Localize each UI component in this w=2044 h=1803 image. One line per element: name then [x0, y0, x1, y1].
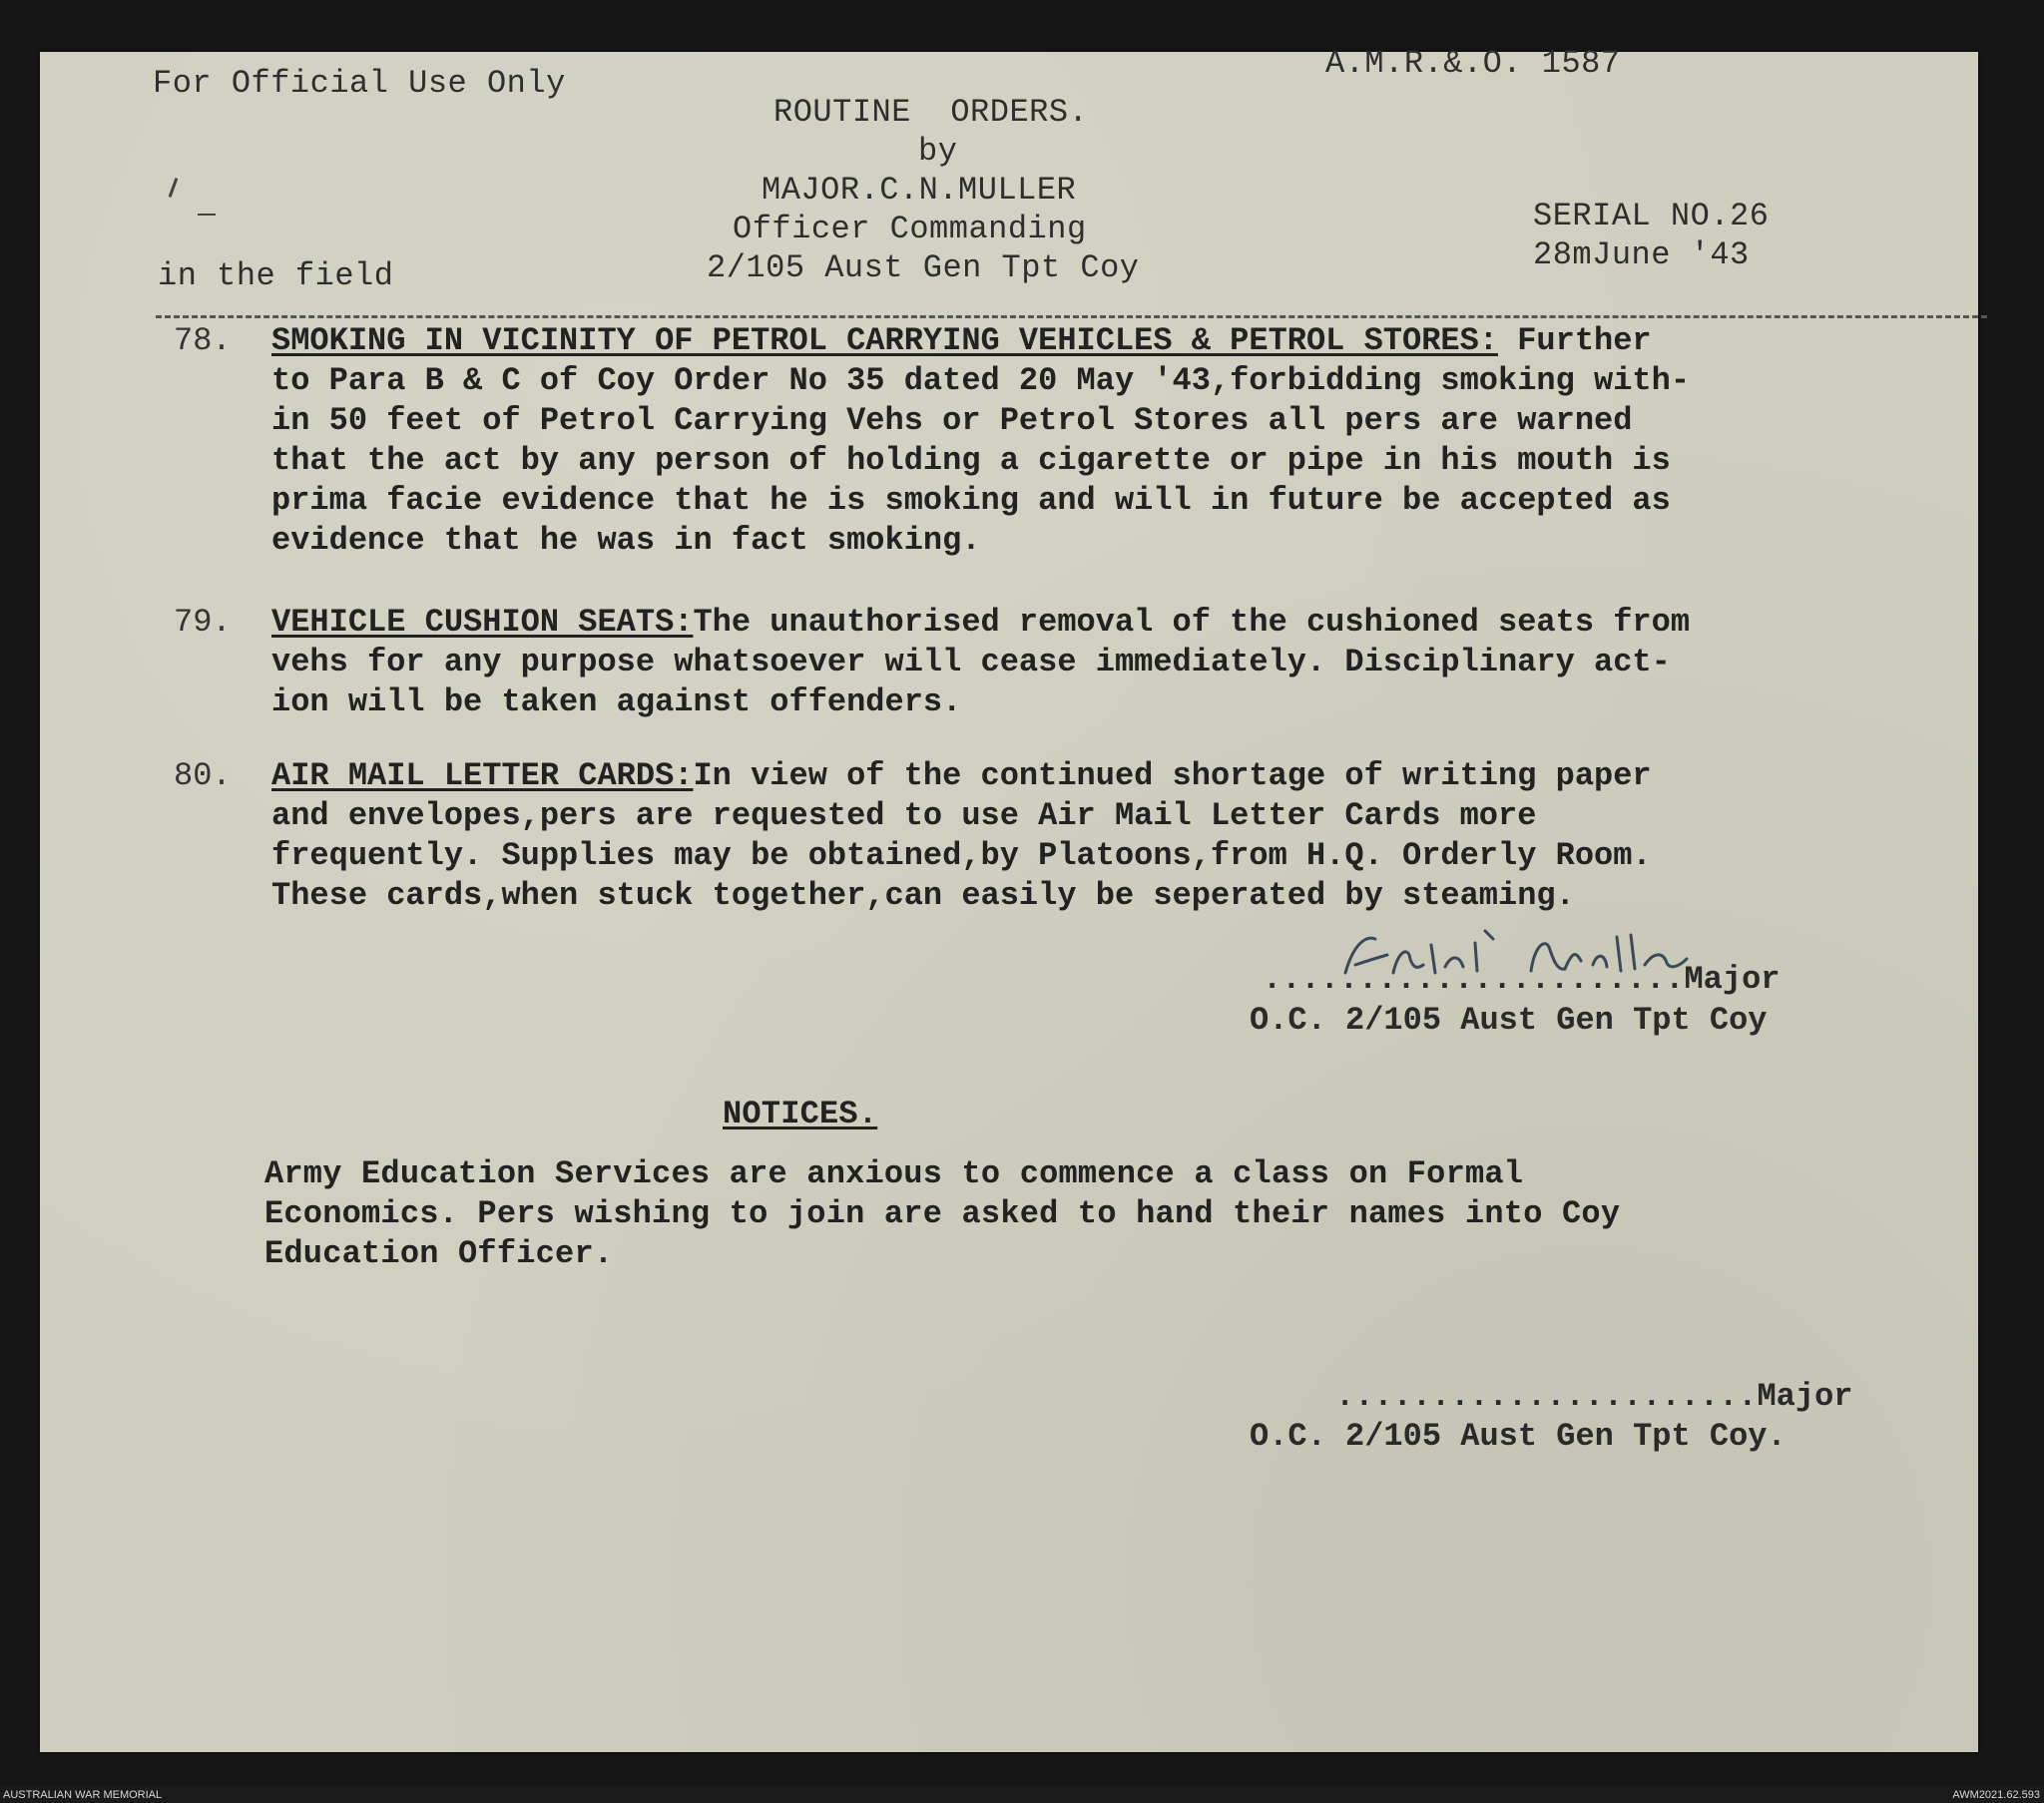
order-number: 79.: [174, 604, 232, 641]
order-number: 80.: [174, 757, 232, 794]
notices-text: Army Education Services are anxious to commence a class on Formal Economics. Pers wishing to join are asked to hand their names into Coy Education Officer.: [264, 1155, 1621, 1272]
location-label: in the field: [158, 257, 394, 294]
reference-number: A.M.R.&.O. 1587: [1325, 45, 1621, 82]
order-text: The unauthorised removal of the cushioned seats from vehs for any purpose whatsoever will cease immediately. Disciplinary act- ion will be taken against offenders.: [271, 604, 1691, 720]
document-page: [40, 45, 1978, 1752]
order-78: [174, 321, 1990, 581]
officer-role: Officer Commanding: [733, 211, 1087, 247]
order-date: 28mJune '43: [1533, 236, 1750, 273]
official-use-label: For Official Use Only: [153, 65, 566, 102]
unit-name: 2/105 Aust Gen Tpt Coy: [707, 249, 1140, 286]
order-80: [174, 756, 1990, 926]
order-body: [271, 603, 1968, 722]
pencil-mark: [198, 214, 216, 216]
pencil-mark: [169, 178, 179, 198]
officer-name: MAJOR.C.N.MULLER: [762, 172, 1077, 209]
document-title: ROUTINE ORDERS.: [773, 94, 1089, 131]
order-body: [271, 756, 1968, 916]
notices-title: NOTICES.: [723, 1096, 878, 1132]
signature-line-rank: ......................Major: [1335, 1378, 1853, 1415]
order-body: [271, 321, 1968, 561]
header-divider: [156, 315, 1987, 318]
signature-unit-line: O.C. 2/105 Aust Gen Tpt Coy: [1250, 1002, 1768, 1039]
signature-line-rank: ......................Major: [1263, 961, 1781, 998]
order-heading: SMOKING IN VICINITY OF PETROL CARRYING VEHICLES & PETROL STORES:: [271, 322, 1498, 359]
serial-number: SERIAL NO.26: [1533, 198, 1770, 234]
order-text: In view of the continued shortage of writing paper and envelopes,pers are requested to use Air Mail Letter Cards more frequently. Supplies may be obtained,by Platoons,from H.Q. Orderly Room. These cards,when stuck together,can easily be seperated by steaming.: [271, 757, 1652, 914]
order-79: [174, 603, 1990, 732]
archive-credit: AUSTRALIAN WAR MEMORIAL: [3, 1789, 163, 1801]
archive-id: AWM2021.62.593: [1952, 1789, 2040, 1801]
order-heading: VEHICLE CUSHION SEATS:: [271, 604, 694, 641]
by-line: by: [918, 133, 958, 170]
order-heading: AIR MAIL LETTER CARDS:: [271, 757, 694, 794]
order-text: Further to Para B & C of Coy Order No 35 dated 20 May '43,forbidding smoking with- in 50 feet of Petrol Carrying Vehs or Petrol Stores all pers are warned that the act by any person of holding a cigarette or pipe in his mouth is prima facie evidence that he is smoking and will in future be accepted as evidence that he was in fact smoking.: [271, 322, 1691, 559]
order-number: 78.: [174, 322, 232, 359]
signature-unit-line: O.C. 2/105 Aust Gen Tpt Coy.: [1250, 1418, 1787, 1455]
